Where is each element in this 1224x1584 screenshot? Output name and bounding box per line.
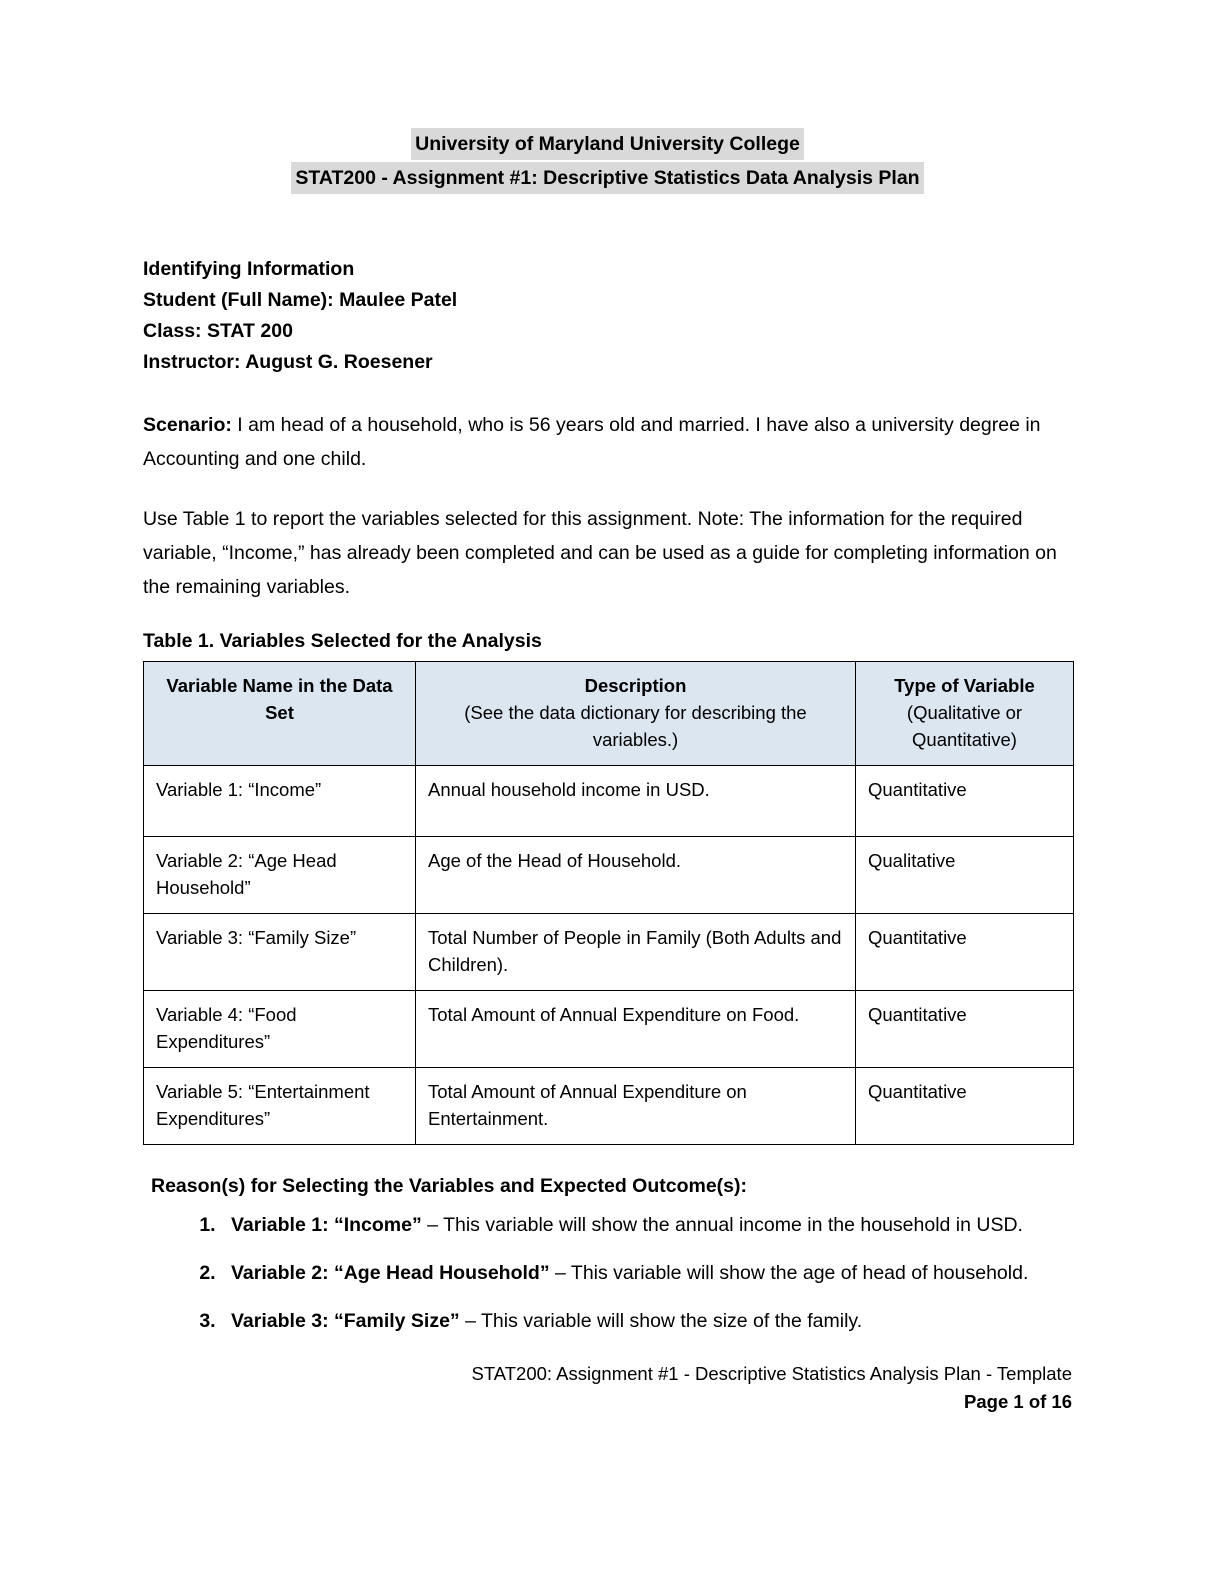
footer-template-name: STAT200: Assignment #1 - Descriptive Statistics Analysis Plan - Template (471, 1363, 1072, 1384)
table-caption: Table 1. Variables Selected for the Analysis (143, 630, 542, 652)
cell-variable-name: Variable 2: “Age Head Household” (144, 837, 416, 914)
document-footer (472, 1360, 1072, 1416)
student-name-line: Student (Full Name): Maulee Patel (143, 289, 458, 311)
reason-variable-label: Variable 2: “Age Head Household” (231, 1262, 550, 1284)
cell-variable-name: Variable 5: “Entertainment Expenditures” (144, 1068, 416, 1145)
cell-description: Total Amount of Annual Expenditure on Entertainment. (416, 1068, 856, 1145)
table-row (144, 991, 1074, 1068)
header-university: University of Maryland University College (411, 128, 804, 160)
cell-type: Quantitative (856, 991, 1074, 1068)
instructions-paragraph: Use Table 1 to report the variables selected for this assignment. Note: The information for the required variable, “Income,” has already been completed and can be used as a guide for completing information on the remaining variables. (143, 508, 1057, 598)
reason-text: – This variable will show the size of the family. (459, 1310, 863, 1332)
cell-description: Total Amount of Annual Expenditure on Food. (416, 991, 856, 1068)
table-header-row (144, 662, 1074, 766)
scenario-label: Scenario: (143, 414, 232, 436)
reason-text: – This variable will show the annual income in the household in USD. (421, 1214, 1023, 1236)
cell-type: Quantitative (856, 766, 1074, 837)
instructor-line: Instructor: August G. Roesener (143, 351, 433, 373)
scenario-paragraph (143, 408, 1072, 476)
table-row (144, 766, 1074, 837)
table-row (144, 837, 1074, 914)
cell-description: Annual household income in USD. (416, 766, 856, 837)
identifying-information-heading: Identifying Information (143, 258, 355, 280)
cell-type: Qualitative (856, 837, 1074, 914)
header-assignment-title: STAT200 - Assignment #1: Descriptive Statistics Data Analysis Plan (291, 162, 923, 194)
table-row (144, 914, 1074, 991)
reasons-list (143, 1210, 1072, 1336)
cell-description: Age of the Head of Household. (416, 837, 856, 914)
variables-table (143, 661, 1074, 1145)
column-header-variable-name: Variable Name in the Data Set (144, 662, 416, 766)
reason-variable-label: Variable 3: “Family Size” (231, 1310, 460, 1332)
cell-type: Quantitative (856, 914, 1074, 991)
reason-text: – This variable will show the age of head of household. (549, 1262, 1029, 1284)
cell-variable-name: Variable 3: “Family Size” (144, 914, 416, 991)
class-line: Class: STAT 200 (143, 320, 293, 342)
table-row (144, 1068, 1074, 1145)
identifying-information-block (143, 254, 1072, 378)
scenario-text: I am head of a household, who is 56 years old and married. I have also a university degree in Accounting and one child. (143, 414, 1041, 470)
cell-type: Quantitative (856, 1068, 1074, 1145)
cell-variable-name: Variable 4: “Food Expenditures” (144, 991, 416, 1068)
cell-variable-name: Variable 1: “Income” (144, 766, 416, 837)
column-header-description: Description (See the data dictionary for describing the variables.) (416, 662, 856, 766)
document-header (143, 128, 1072, 194)
footer-page-number: Page 1 of 16 (964, 1391, 1072, 1412)
list-item (221, 1306, 1072, 1336)
list-item (221, 1258, 1072, 1288)
cell-description: Total Number of People in Family (Both Adults and Children). (416, 914, 856, 991)
list-item (221, 1210, 1072, 1240)
reasons-heading: Reason(s) for Selecting the Variables and Expected Outcome(s): (151, 1175, 747, 1197)
reason-variable-label: Variable 1: “Income” (231, 1214, 422, 1236)
column-header-type: Type of Variable (Qualitative or Quantitative) (856, 662, 1074, 766)
